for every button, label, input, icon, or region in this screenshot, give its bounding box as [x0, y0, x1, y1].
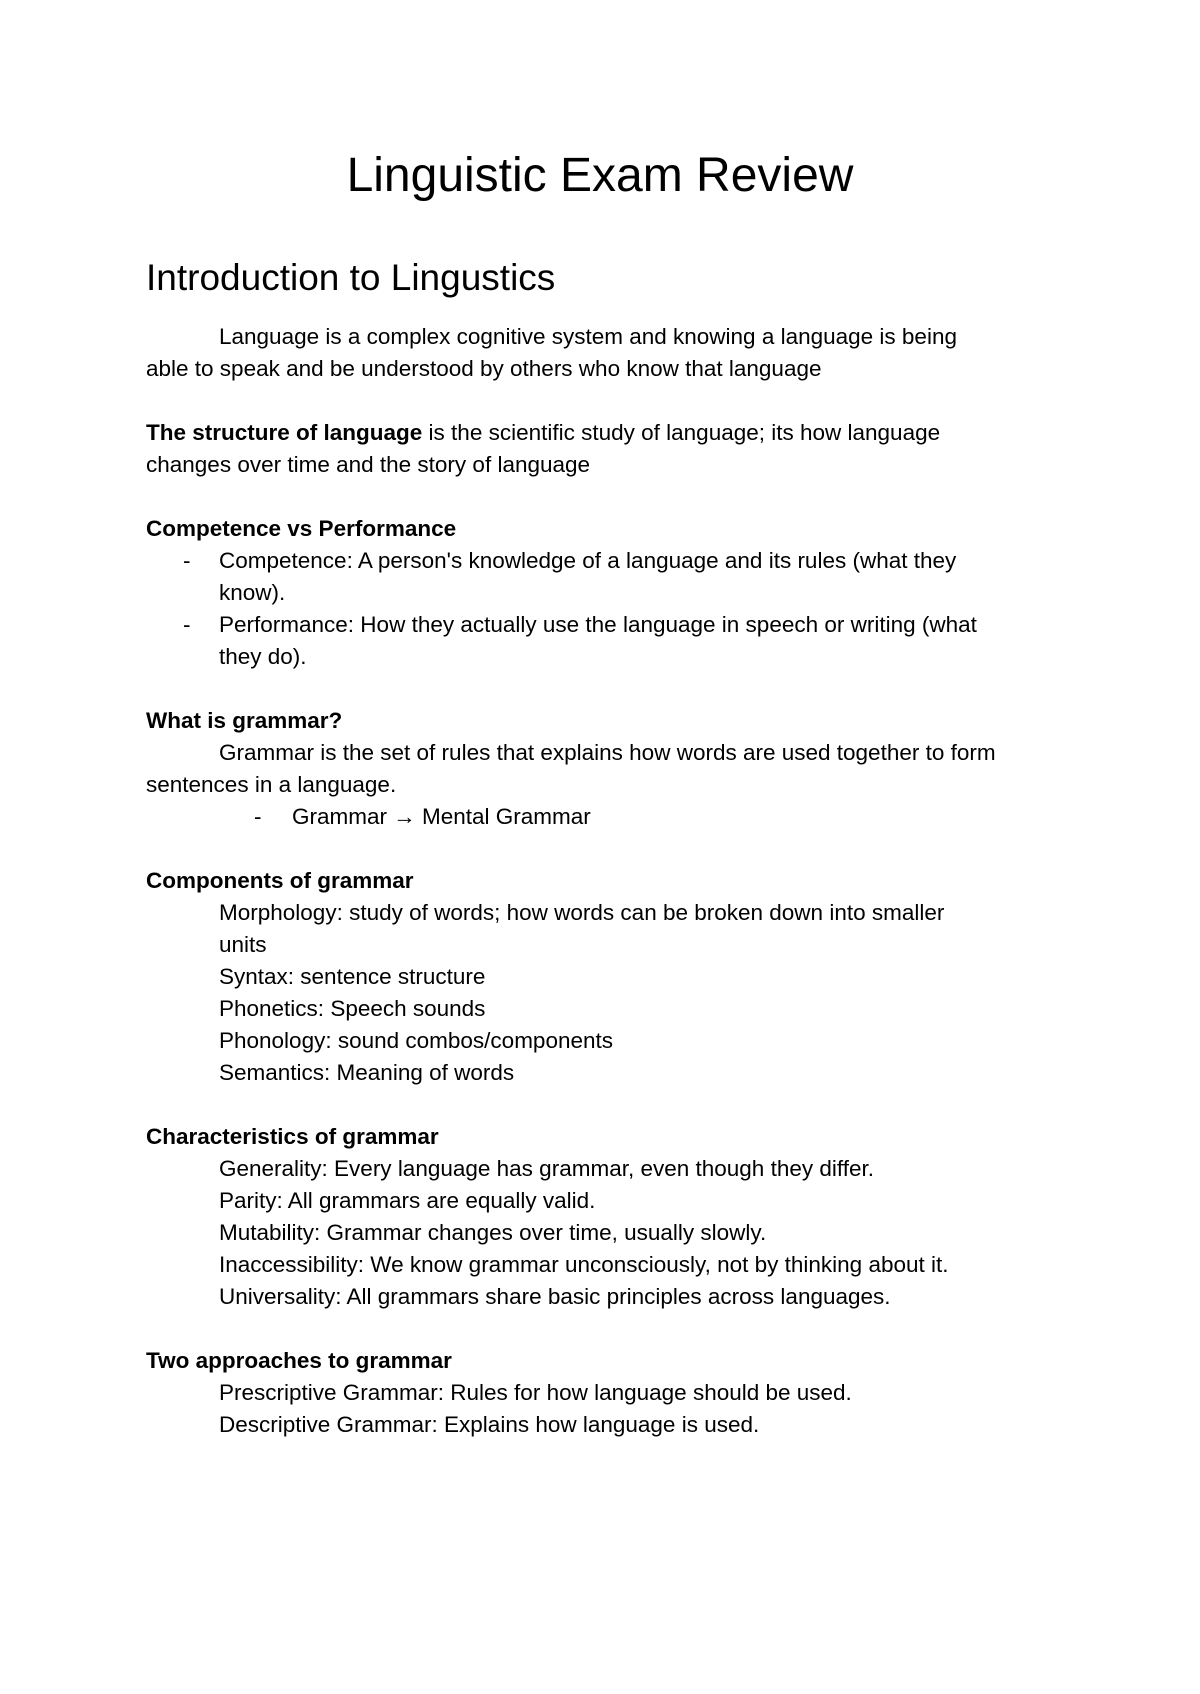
- intro-line-2: able to speak and be understood by others who know that language: [146, 356, 822, 381]
- characteristic-generality: Generality: Every language has grammar, even though they differ.: [219, 1156, 874, 1181]
- bullet-dash: -: [183, 612, 191, 637]
- grammar-line-2: sentences in a language.: [146, 772, 397, 797]
- performance-item-line-1: Performance: How they actually use the language in speech or writing (what: [219, 612, 977, 637]
- section-title: Introduction to Lingustics: [146, 257, 556, 298]
- bullet-dash: -: [183, 548, 191, 573]
- structure-term: The structure of language: [146, 420, 423, 445]
- bullet-dash: -: [254, 804, 262, 829]
- grammar-heading: What is grammar?: [146, 708, 343, 733]
- component-phonetics: Phonetics: Speech sounds: [219, 996, 486, 1021]
- structure-definition: is the scientific study of language; its how language: [422, 420, 941, 445]
- document-title: Linguistic Exam Review: [346, 149, 854, 202]
- competence-heading: Competence vs Performance: [146, 516, 457, 541]
- characteristics-heading: Characteristics of grammar: [146, 1124, 439, 1149]
- component-morphology-line-2: units: [219, 932, 267, 957]
- characteristic-parity: Parity: All grammars are equally valid.: [219, 1188, 596, 1213]
- grammar-sub-item: Grammar → Mental Grammar: [292, 804, 591, 829]
- intro-line-1: Language is a complex cognitive system and knowing a language is being: [219, 324, 957, 349]
- competence-item-line-1: Competence: A person's knowledge of a language and its rules (what they: [219, 548, 957, 573]
- grammar-line-1: Grammar is the set of rules that explains how words are used together to form: [219, 740, 996, 765]
- approach-prescriptive: Prescriptive Grammar: Rules for how language should be used.: [219, 1380, 852, 1405]
- structure-line-1: [146, 417, 940, 449]
- components-heading: Components of grammar: [146, 868, 414, 893]
- component-semantics: Semantics: Meaning of words: [219, 1060, 515, 1085]
- component-syntax: Syntax: sentence structure: [219, 964, 486, 989]
- performance-item-line-2: they do).: [219, 644, 307, 669]
- component-phonology: Phonology: sound combos/components: [219, 1028, 614, 1053]
- structure-line-2: changes over time and the story of language: [146, 452, 591, 477]
- component-morphology-line-1: Morphology: study of words; how words can be broken down into smaller: [219, 900, 945, 925]
- approach-descriptive: Descriptive Grammar: Explains how language is used.: [219, 1412, 760, 1437]
- characteristic-universality: Universality: All grammars share basic principles across languages.: [219, 1284, 891, 1309]
- competence-item-line-2: know).: [219, 580, 286, 605]
- characteristic-inaccessibility: Inaccessibility: We know grammar unconsciously, not by thinking about it.: [219, 1252, 949, 1277]
- characteristic-mutability: Mutability: Grammar changes over time, usually slowly.: [219, 1220, 767, 1245]
- approaches-heading: Two approaches to grammar: [146, 1348, 452, 1373]
